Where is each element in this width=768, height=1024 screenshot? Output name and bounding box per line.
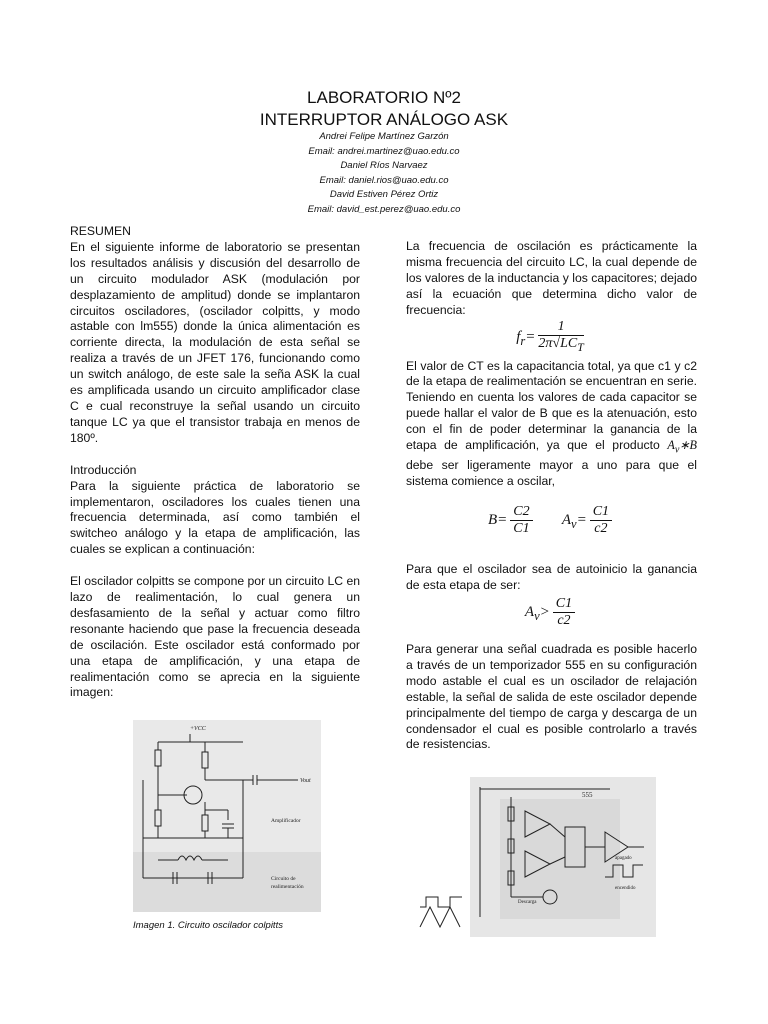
resumen-text: En el siguiente informe de laboratorio se presentan los resultados análisis y discusión del desarrollo de un circuito modulador ASK (modulación por desplazamiento de amplitud) donde se implantaron circuitos osciladores, (oscilador colpitts, y modo astable con lm555) donde la única alimentación es corriente directa, la modulación de esta señal se realiza a través de un JFET 176, funcionando como un switch análogo, de este sale la seña ASK la cual es amplificada usando un circuito amplificador clase C e cual reconstruye la señal usando un circuito tanque LC ya que el transistor trabaja en menos de 180º. [70,239,360,445]
feedback-label: realimentación [271,884,304,890]
author-name: Daniel Ríos Narvaez [340,160,428,172]
frequency-equation: $f_r=$ $\frac{1}{2\pi√LC_T}$ [516,318,584,354]
off-label: apagado [615,856,632,861]
amplifier-label: Amplificador [271,818,301,824]
autostart-text: Para que el oscilador sea de autoinicio la ganancia de esta etapa de ser: [406,562,697,593]
intro-heading: Introducción [70,462,137,477]
frequency-text: La frecuencia de oscilación es prácticamente la misma frecuencia del circuito LC, la cual depende de los valores de la inductancia y los capacitores; dejado así la ecuación que determina dicho valor de frecuencia: [406,239,697,317]
author-block [0,130,768,218]
resumen-heading: RESUMEN [70,224,131,238]
timer-555-text: Para generar una señal cuadrada es posible hacerlo a través de un temporizador 555 en su configuración modo astable el cual es un oscilador de relajación estable, la señal de salida de este oscilador depende principalmente del tiempo de carga y descarga de un condensador el cual es posible controlarlo a través de resistencias. [406,642,697,752]
author-name: Andrei Felipe Martínez Garzón [319,131,449,142]
title-line-2: INTERRUPTOR ANÁLOGO ASK [259,110,509,129]
discharge-label: Descarga [518,900,537,905]
intro-text: Para la siguiente práctica de laboratorio se implementaron, osciladores los cuales tienen una frecuencia determinada, así como también el switcheo análogo y la etapa de amplificación, las cuales se explican a continuación: [70,478,360,557]
figure-caption: Imagen 1. Circuito oscilador colpitts [133,920,283,931]
capacitance-text-tail: debe ser ligeramente mayor a uno para que el sistema comience a oscilar, [406,458,697,489]
author-email: Email: david_est.perez@uao.edu.co [307,203,461,215]
author-email: Email: daniel.rios@uao.edu.co [319,174,449,186]
left-column [70,224,360,701]
chip-label: 555 [582,791,593,799]
vout-label: Vout [300,778,311,784]
author-email: Email: andrei.martinez@uao.edu.co [308,145,460,157]
colpitts-circuit-figure [133,720,321,912]
colpitts-text: El oscilador colpitts se compone por un circuito LC en lazo de realimentación, lo cual genera un desfasamiento de la señal y actuar como filtro resonante haciendo que pase la frecuencia deseada de oscilación. Este oscilador está conformado por una etapa de amplificación, y una etapa de realimentación como se aprecia en la siguiente imagen: [70,574,360,700]
title-line-1: LABORATORIO Nº2 [307,88,461,107]
feedback-label: Circuito de [271,876,296,882]
right-column [406,239,697,753]
gain-product: $A_v∗B$ [667,438,697,456]
timer-555-figure [410,777,656,937]
vcc-label: +VCC [190,726,206,732]
gain-inequality: $A_v>$ $\frac{C1}{c2}$ [406,594,697,642]
on-label: encendido [615,886,636,891]
attenuation-equation: B= $\frac{C2}{C1}$ $A_v=$ $\frac{C1}{c2}$ [406,490,697,546]
author-name: David Estiven Pérez Ortiz [329,189,439,201]
capacitance-text: El valor de CT es la capacitancia total, ya que c1 y c2 de la etapa de realimentación se encuentran en serie. Teniendo en cuenta los valores de cada capacitor se puede hallar el valor de B que es la atenuación, esto con el fin de poder determinar la ganancia de la etapa de amplificación, ya que el producto [406,358,697,453]
